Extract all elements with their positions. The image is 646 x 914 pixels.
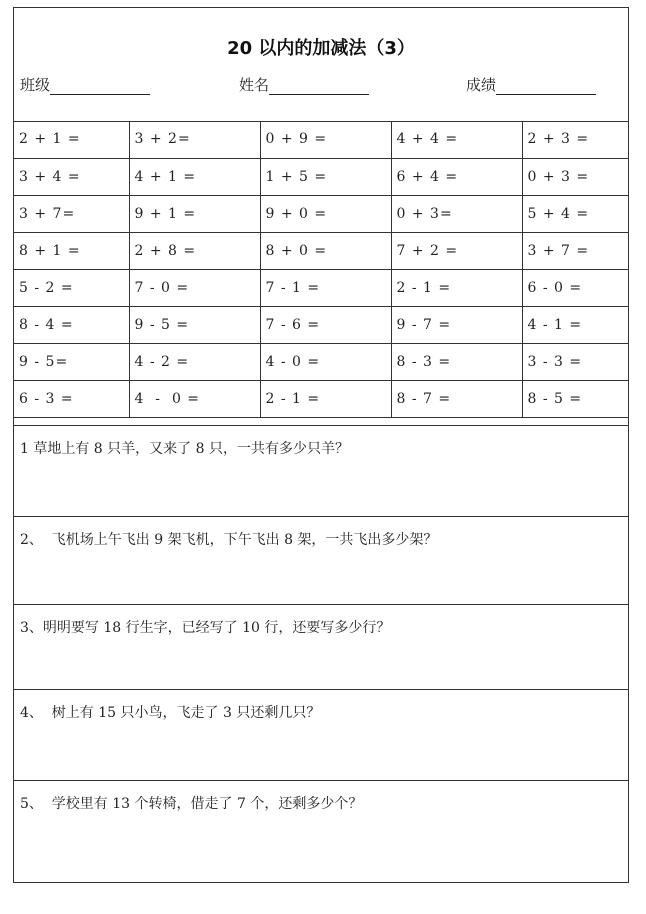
problem-cell: 8 - 7 = xyxy=(391,380,522,417)
problem-cell: 9 - 5 = xyxy=(129,306,260,343)
word-problem: 1 草地上有 8 只羊，又来了 8 只，一共有多少只羊？ xyxy=(14,425,628,516)
page-title: 20 以内的加减法（3） xyxy=(227,38,415,59)
problem-cell: 2 + 3 = xyxy=(522,121,629,158)
worksheet-header xyxy=(14,8,628,122)
problem-cell: 2 - 1 = xyxy=(260,380,391,417)
problem-grid xyxy=(14,121,629,418)
problem-cell: 7 - 6 = xyxy=(260,306,391,343)
problem-cell: 4 - 0 = xyxy=(260,343,391,380)
problem-cell: 3 + 4 = xyxy=(14,158,129,195)
problem-row xyxy=(14,306,629,343)
problem-cell: 0 + 3= xyxy=(391,195,522,232)
problem-cell: 9 - 5= xyxy=(14,343,129,380)
problem-cell: 4 - 2 = xyxy=(129,343,260,380)
problem-row xyxy=(14,343,629,380)
problem-cell: 7 - 0 = xyxy=(129,269,260,306)
problem-cell: 7 - 1 = xyxy=(260,269,391,306)
problem-cell: 3 + 7= xyxy=(14,195,129,232)
problem-row xyxy=(14,269,629,306)
problem-cell: 2 + 8 = xyxy=(129,232,260,269)
problem-cell: 4 - 0 = xyxy=(129,380,260,417)
score-field xyxy=(466,74,596,95)
word-problem: 3、明明要写 18 行生字，已经写了 10 行，还要写多少行？ xyxy=(14,604,628,689)
problem-cell: 8 + 0 = xyxy=(260,232,391,269)
problem-cell: 3 - 3 = xyxy=(522,343,629,380)
problem-row xyxy=(14,195,629,232)
score-label: 成绩 xyxy=(466,76,497,94)
problem-cell: 7 + 2 = xyxy=(391,232,522,269)
problem-cell: 1 + 5 = xyxy=(260,158,391,195)
problem-cell: 3 + 2= xyxy=(129,121,260,158)
class-field xyxy=(20,74,150,95)
problem-cell: 0 + 9 = xyxy=(260,121,391,158)
name-field xyxy=(239,74,369,95)
problem-cell: 6 - 3 = xyxy=(14,380,129,417)
word-problem: 5、 学校里有 13 个转椅，借走了 7 个，还剩多少个？ xyxy=(14,780,628,884)
problem-cell: 8 - 3 = xyxy=(391,343,522,380)
problem-cell: 8 + 1 = xyxy=(14,232,129,269)
problem-cell: 4 + 1 = xyxy=(129,158,260,195)
problem-row xyxy=(14,232,629,269)
word-problem: 4、 树上有 15 只小鸟，飞走了 3 只还剩几只？ xyxy=(14,689,628,780)
problem-cell: 5 - 2 = xyxy=(14,269,129,306)
word-problem: 2、 飞机场上午飞出 9 架飞机，下午飞出 8 架，一共飞出多少架？ xyxy=(14,516,628,604)
name-blank[interactable] xyxy=(269,78,369,95)
problem-row xyxy=(14,380,629,417)
problem-row xyxy=(14,121,629,158)
problem-cell: 2 + 1 = xyxy=(14,121,129,158)
problem-cell: 9 - 7 = xyxy=(391,306,522,343)
problem-cell: 3 + 7 = xyxy=(522,232,629,269)
problem-cell: 9 + 0 = xyxy=(260,195,391,232)
problem-cell: 0 + 3 = xyxy=(522,158,629,195)
problem-cell: 4 + 4 = xyxy=(391,121,522,158)
score-blank[interactable] xyxy=(496,78,596,95)
name-label: 姓名 xyxy=(239,76,270,94)
worksheet xyxy=(13,7,629,883)
problem-cell: 2 - 1 = xyxy=(391,269,522,306)
problem-cell: 6 - 0 = xyxy=(522,269,629,306)
problem-row xyxy=(14,158,629,195)
class-blank[interactable] xyxy=(50,78,150,95)
problem-cell: 8 - 5 = xyxy=(522,380,629,417)
problem-cell: 4 - 1 = xyxy=(522,306,629,343)
problem-cell: 5 + 4 = xyxy=(522,195,629,232)
problem-cell: 8 - 4 = xyxy=(14,306,129,343)
problem-cell: 9 + 1 = xyxy=(129,195,260,232)
problem-cell: 6 + 4 = xyxy=(391,158,522,195)
class-label: 班级 xyxy=(20,76,51,94)
